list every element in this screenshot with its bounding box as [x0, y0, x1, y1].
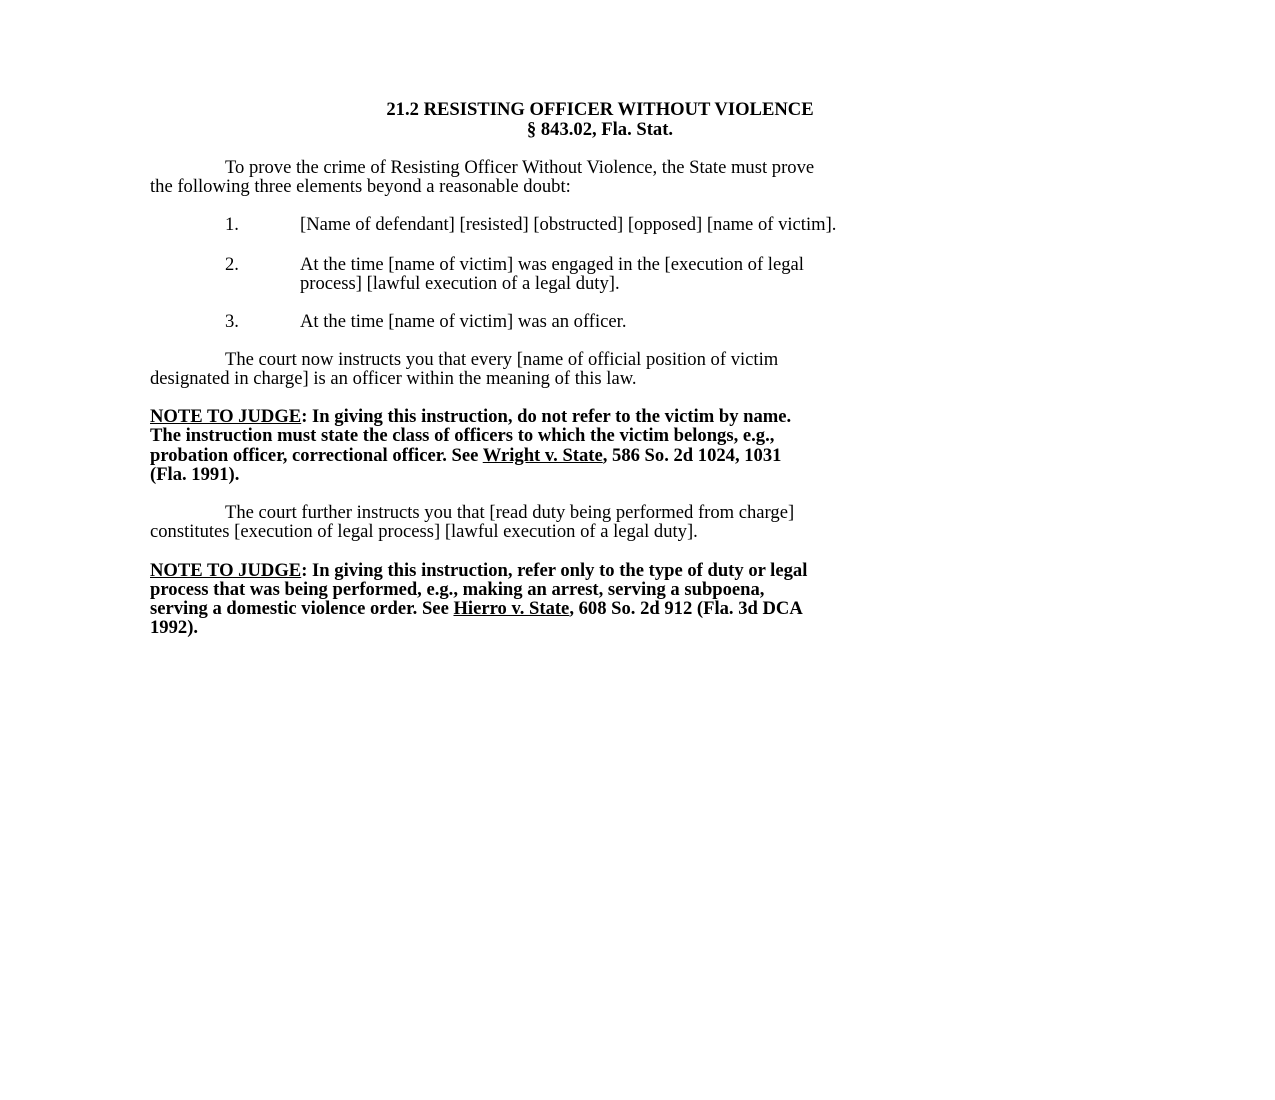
element-number: 2. — [225, 254, 239, 275]
case-citation: Wright v. State — [482, 445, 603, 466]
intro-line-2: the following three elements beyond a reasonable doubt: — [150, 176, 571, 197]
note2-line-3 — [150, 599, 803, 619]
note-text: serving a domestic violence order. See — [150, 598, 454, 619]
duty-instruction-line-1: The court further instructs you that [read duty being performed from charge] — [225, 502, 795, 523]
element-text: At the time [name of victim] was an officer. — [300, 311, 627, 332]
element-text: At the time [name of victim] was engaged in the [execution of legal — [300, 254, 804, 275]
note2-line-4: 1992). — [150, 617, 199, 638]
statute-reference: § 843.02, Fla. Stat. — [526, 119, 674, 140]
note-text: : In giving this instruction, refer only to the type of duty or legal — [301, 560, 808, 581]
note-text: , 586 So. 2d 1024, 1031 — [602, 445, 782, 466]
note1-line-4: (Fla. 1991). — [150, 464, 240, 485]
element-text-continued: process] [lawful execution of a legal duty]. — [300, 273, 620, 294]
document-title: 21.2 RESISTING OFFICER WITHOUT VIOLENCE — [386, 99, 814, 120]
note-text: probation officer, correctional officer. See — [150, 445, 483, 466]
note1-line-1 — [150, 407, 791, 427]
note-label: NOTE TO JUDGE — [150, 560, 302, 581]
note1-line-3 — [150, 446, 781, 466]
note-text: : In giving this instruction, do not refer to the victim by name. — [301, 406, 792, 427]
note-label: NOTE TO JUDGE — [150, 406, 302, 427]
officer-instruction-line-1: The court now instructs you that every [name of official position of victim — [225, 349, 779, 370]
note2-line-1 — [150, 561, 807, 581]
note-text: , 608 So. 2d 912 (Fla. 3d DCA — [569, 598, 803, 619]
duty-instruction-line-2: constitutes [execution of legal process] [lawful execution of a legal duty]. — [150, 521, 698, 542]
element-number: 3. — [225, 311, 239, 332]
note1-line-2: The instruction must state the class of officers to which the victim belongs, e.g., — [150, 425, 775, 446]
note2-line-2: process that was being performed, e.g., making an arrest, serving a subpoena, — [150, 579, 765, 600]
case-citation: Hierro v. State — [453, 598, 570, 619]
intro-line-1: To prove the crime of Resisting Officer Without Violence, the State must prove — [225, 157, 815, 178]
element-number: 1. — [225, 214, 239, 235]
element-text: [Name of defendant] [resisted] [obstructed] [opposed] [name of victim]. — [300, 214, 837, 235]
officer-instruction-line-2: designated in charge] is an officer within the meaning of this law. — [150, 368, 637, 389]
